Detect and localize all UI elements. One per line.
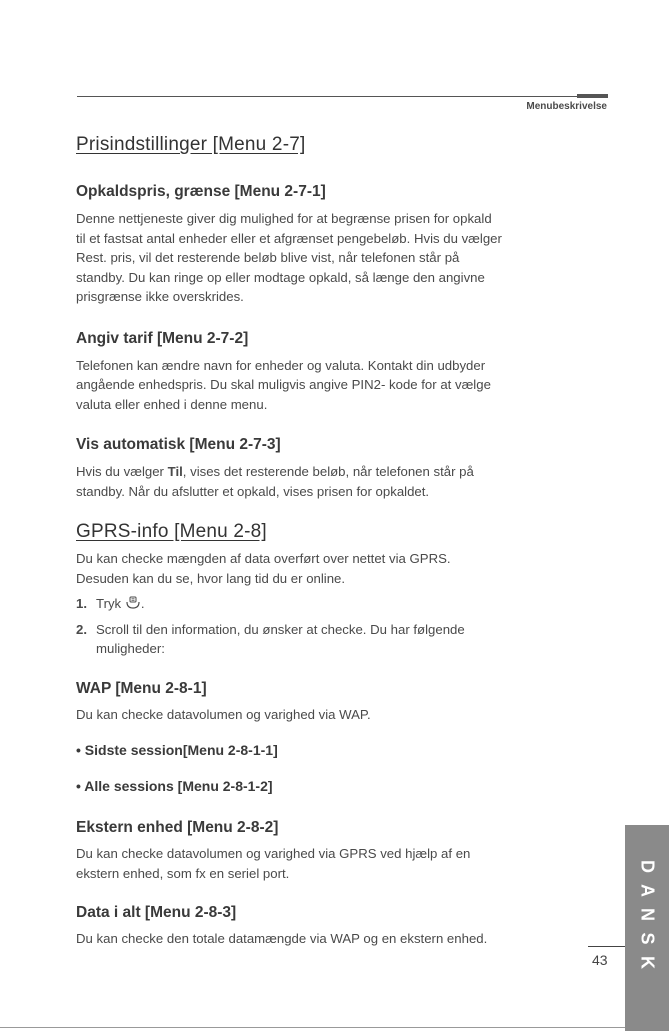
page-number: 43	[592, 952, 608, 968]
text-line: ekstern enhed, som fx en seriel port.	[76, 865, 290, 881]
side-tab-letter: N	[637, 908, 658, 921]
option-til: Til	[167, 464, 183, 479]
step-suffix: .	[140, 596, 145, 611]
text-line: til et fastsat antal enheder eller et afgrænset pengebeløb. Hvis du vælger	[76, 230, 502, 246]
side-tab-letter: K	[637, 956, 658, 969]
bullet-alle-sessions: • Alle sessions [Menu 2-8-1-2]	[76, 777, 273, 794]
paragraph-gprs	[76, 549, 606, 588]
step-number: 2.	[76, 621, 87, 637]
footer-rule	[0, 1027, 625, 1028]
bullet-sidste-session: • Sidste session[Menu 2-8-1-1]	[76, 742, 278, 758]
text-line: Desuden kan du se, hvor lang tid du er online.	[76, 570, 346, 586]
heading-gprs-info: GPRS-info [Menu 2-8]	[76, 521, 267, 542]
text-line: Telefonen kan ændre navn for enheder og valuta. Kontakt din udbyder	[76, 357, 486, 373]
text-line: standby. Du kan ringe op eller modtage opkald, så længe den angivne	[76, 269, 485, 285]
step-number: 1.	[76, 596, 87, 611]
side-tab-letter: A	[637, 884, 658, 897]
heading-prisindstillinger: Prisindstillinger [Menu 2-7]	[76, 134, 306, 155]
page-number-rule	[588, 946, 625, 947]
text-line: Du kan checke datavolumen og varighed via GPRS ved hjælp af en	[76, 846, 471, 861]
text-line: Denne nettjeneste giver dig mulighed for at begrænse prisen for opkald	[76, 211, 492, 226]
text-line	[76, 462, 606, 482]
paragraph-wap: Du kan checke datavolumen og varighed via WAP.	[76, 706, 371, 722]
heading-data-i-alt: Data i alt [Menu 2-8-3]	[76, 904, 237, 921]
paragraph-ekstern-enhed	[76, 844, 606, 883]
text-line: angående enhedspris. Du skal muligvis angive PIN2- kode for at vælge	[76, 377, 491, 392]
paragraph-opkaldspris	[76, 209, 606, 307]
page-content	[76, 134, 606, 949]
text-fragment: , vises det resterende beløb, når telefonen står på	[182, 464, 474, 479]
step-text: Tryk	[96, 596, 122, 611]
heading-vis-automatisk: Vis automatisk [Menu 2-7-3]	[76, 436, 281, 453]
heading-angiv-tarif: Angiv tarif [Menu 2-7-2]	[76, 329, 249, 347]
side-tab-letter: S	[637, 932, 658, 945]
menu-key-icon	[125, 596, 141, 610]
heading-opkaldspris: Opkaldspris, grænse [Menu 2-7-1]	[76, 183, 326, 200]
text-line: Rest. pris, vil det resterende beløb blive vist, når telefonen står på	[76, 250, 460, 265]
header-rule-accent	[577, 94, 608, 98]
text-line: prisgrænse ikke overskrides.	[76, 289, 244, 304]
step-item	[76, 620, 606, 659]
text-fragment: Hvis du vælger	[76, 464, 168, 479]
text-line: Du kan checke mængden af data overført over nettet via GPRS.	[76, 551, 451, 566]
side-tab-letter: D	[637, 860, 658, 873]
header-rule	[77, 96, 608, 97]
step-item	[76, 594, 606, 614]
heading-ekstern-enhed: Ekstern enhed [Menu 2-8-2]	[76, 819, 279, 836]
steps-list	[76, 594, 606, 659]
text-line: standby. Når du afslutter et opkald, vises prisen for opkaldet.	[76, 483, 430, 499]
section-label: Menubeskrivelse	[526, 101, 607, 112]
paragraph-angiv-tarif	[76, 356, 606, 415]
text-line: valuta eller enhed i denne menu.	[76, 396, 268, 412]
heading-wap: WAP [Menu 2-8-1]	[76, 679, 207, 697]
language-side-tab	[625, 825, 669, 1031]
step-text: Scroll til den information, du ønsker at checke. Du har følgende	[96, 621, 465, 637]
paragraph-vis-automatisk	[76, 462, 606, 501]
step-text: muligheder:	[96, 641, 165, 656]
paragraph-data-i-alt: Du kan checke den totale datamængde via WAP og en ekstern enhed.	[76, 931, 488, 946]
